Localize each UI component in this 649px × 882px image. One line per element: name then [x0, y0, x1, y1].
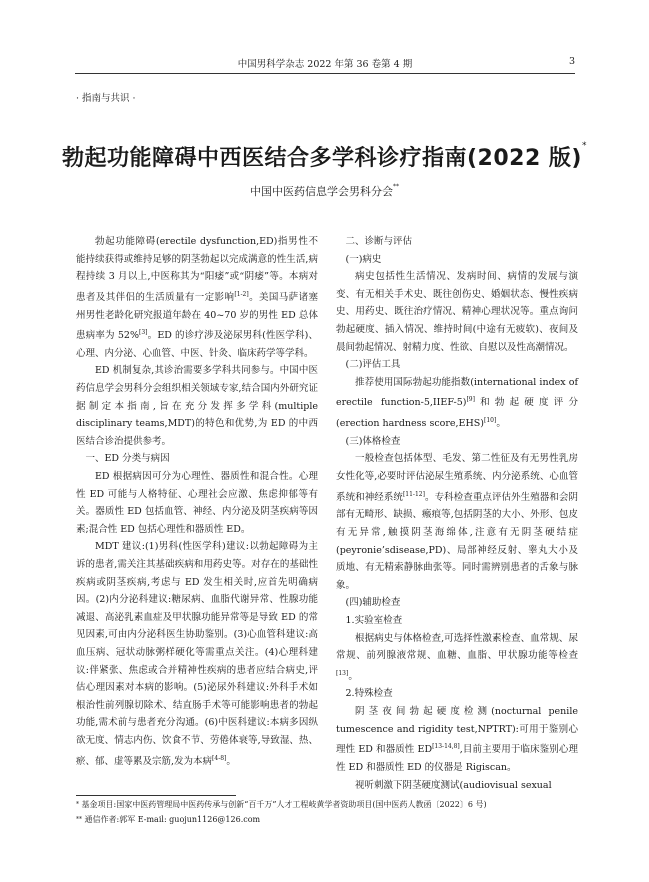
text-run: 。美国马萨诸塞州男性老龄化研究报道年龄在 40~70 岁的男性 ED 总体患病率为 52%: [76, 291, 318, 342]
header-rule: [75, 73, 575, 74]
text-run: (二)评估工具: [345, 359, 401, 371]
section-heading: [336, 233, 578, 251]
paragraph: [336, 374, 578, 433]
text-run: 视听刺激下阴茎硬度测试(audiovisual sexual: [355, 779, 552, 791]
left-column: [76, 233, 318, 770]
text-run: 2.特殊检查: [345, 688, 393, 700]
paragraph: [76, 468, 318, 538]
title-footnote-mark: *: [582, 141, 587, 151]
section-heading: [76, 450, 318, 468]
section-heading: [336, 251, 578, 269]
paragraph: [76, 362, 318, 450]
page-number: 3: [568, 56, 575, 67]
footnote-text: 通信作者:郭军 E-mail: guojun1126@126.com: [84, 815, 261, 824]
footnote-funding: [76, 799, 487, 811]
citation-ref: [10]: [483, 417, 497, 425]
citation-ref: [3]: [138, 329, 148, 337]
journal-name: 中国男科学杂志 2022 年第 36 卷第 4 期: [237, 59, 413, 70]
paragraph: [336, 630, 578, 686]
right-column: [336, 233, 578, 794]
paragraph: [336, 450, 578, 594]
text-run: MDT 建议:(1)男科(性医学科)建议:以勃起障碍为主诉的患者,需关注其基础疾病和用药史等。对存在的基础性疾病或阴茎疾病,考虑与 ED 发生相关时,应首先明确病因。(2)内分泌科建议:糖尿病、血脂代谢异常、性腺功能减退、高泌乳素血症及甲状腺功能异常等是导致 ED 的常见因素,可由内分泌科医生协助鉴别。(3)心血管科建议:高血压病、冠状动脉粥样硬化等需重点关注。(4)心理科建议:伴紧张、焦虑或合并精神性疾病的患者应结合病史,评估心理因素对本病的影响。(5)泌尿外科建议:外科手术如根治性前列腺切除术、结直肠手术等可能影响患者的勃起功能,需术前与患者充分沟通。(6)中医科建议:本病多因纵欲无度、情志内伤、饮食不节、劳倦体衰等,导致湿、热、瘀、郁、虚等累及宗筋,发为本病: [76, 541, 318, 767]
text-run: 。专科检查重点评估外生殖器和会阴部有无畸形、缺损、瘢痕等,包括阴茎的大小、外形、包皮有无异常,触摸阴茎海绵体,注意有无阴茎硬结症(peyronie’sdisease,PD)、局部神经反射、睾丸大小及质地、有无精索静脉曲张等。同时需辨别患者的舌象与脉象。: [336, 491, 578, 591]
title-text: 勃起功能障碍中西医结合多学科诊疗指南(2022 版): [61, 146, 582, 171]
paragraph: [336, 268, 578, 356]
text-run: 勃起功能障碍(erectile dysfunction,ED)指男性不能持续获得或维持足够的阴茎勃起以完成满意的性生活,病程持续 3 月以上,中医称其为“阳痿”或“阴痿”等。本病对患者及其伴侣的生活质量有一定影响: [76, 236, 318, 303]
text-run: 。: [348, 670, 358, 682]
text-run: 推荐使用国际勃起功能指数(international index of erectile function-5,IIEF-5): [336, 376, 578, 409]
text-run: 阴茎夜间勃起硬度检测(nocturnal penile tumescence and rigidity test,NPTRT):可用于鉴别心理性 ED 和器质性 ED: [336, 706, 578, 756]
citation-ref: [4-8]: [212, 754, 227, 762]
citation-ref: [13]: [336, 669, 349, 677]
section-heading: [336, 594, 578, 612]
footnote-rule: [76, 795, 236, 796]
text-run: 。: [226, 755, 236, 767]
text-run: 和勃起硬度评分(erection hardness score,EHS): [336, 397, 578, 430]
paragraph: [76, 233, 318, 362]
section-tag: · 指南与共识 ·: [76, 93, 136, 104]
footnote-text: 基金项目:国家中医药管理局中医药传承与创新“百千万”人才工程岐黄学者资助项目(国中医药人教函〔2022〕6 号): [81, 800, 487, 809]
citation-ref: [13-14,8]: [432, 743, 460, 751]
author-name: 中国中医药信息学会男科分会: [250, 185, 393, 198]
author-line: [20, 183, 629, 199]
running-header: [75, 56, 575, 72]
paragraph: [336, 777, 578, 795]
text-run: 病史包括性生活情况、发病时间、病情的发展与演变、有无相关手术史、既往创伤史、婚姻状态、慢性疾病史、用药史、既往治疗情况、精神心理状况等。重点询问勃起硬度、插入情况、维持时间(中途有无疲软)、夜间及晨间勃起情况、射精力度、性欲、自慰以及性高潮情况。: [336, 271, 578, 353]
section-heading: [336, 356, 578, 374]
citation-ref: [9]: [466, 396, 475, 404]
citation-ref: [11-12]: [402, 490, 425, 498]
citation-ref: [1-2]: [234, 290, 249, 298]
text-run: 二、诊断与评估: [345, 236, 413, 247]
article-title: [20, 141, 629, 172]
text-run: 一般检查包括体型、毛发、第二性征及有无男性乳房女性化等,必要时评估泌尿生殖系统、内分泌系统、心血管系统和神经系统: [336, 453, 578, 503]
text-run: 一、ED 分类与病因: [85, 453, 170, 465]
text-run: 。ED 的诊疗涉及泌尿男科(性医学科)、心理、内分泌、心血管、中医、针灸、临床药学等学科。: [76, 330, 319, 359]
section-heading: [336, 433, 578, 451]
text-run: ED 根据病因可分为心理性、器质性和混合性。心理性 ED 可能与人格特征、心理社会应激、焦虑抑郁等有关。器质性 ED 包括血管、神经、内分泌及阴茎疾病等因素;混合性 ED 包括心理性和器质性 ED。: [76, 471, 318, 535]
text-run: (一)病史: [345, 253, 382, 265]
section-heading: [336, 612, 578, 630]
footnote-mark: *: [76, 801, 79, 808]
text-run: 。: [496, 418, 506, 430]
text-run: (四)辅助检查: [345, 597, 401, 609]
author-footnote-mark: **: [393, 183, 399, 190]
text-run: ED 机制复杂,其诊治需要多学科共同参与。中国中医药信息学会男科分会组织相关领域专家,结合国内外研究证据制定本指南,旨在充分发挥多学科(multiple disciplinary teams,MDT)的特色和优势,为 ED 的中西医结合诊治提供参考。: [76, 365, 318, 447]
section-heading: [336, 685, 578, 703]
footnote-correspondence: [76, 814, 260, 826]
text-run: (三)体格检查: [345, 435, 401, 447]
paragraph: [76, 538, 318, 770]
text-run: ,目前主要用于临床鉴别心理性 ED 和器质性 ED 的仪器是 Rigiscan。: [336, 744, 578, 773]
footnote-mark: **: [76, 816, 82, 823]
text-run: 1.实验室检查: [345, 614, 403, 626]
paragraph: [336, 703, 578, 777]
text-run: 根据病史与体格检查,可选择性激素检查、血常规、尿常规、前列腺液常规、血糖、血脂、甲状腺功能等检查: [336, 632, 578, 662]
